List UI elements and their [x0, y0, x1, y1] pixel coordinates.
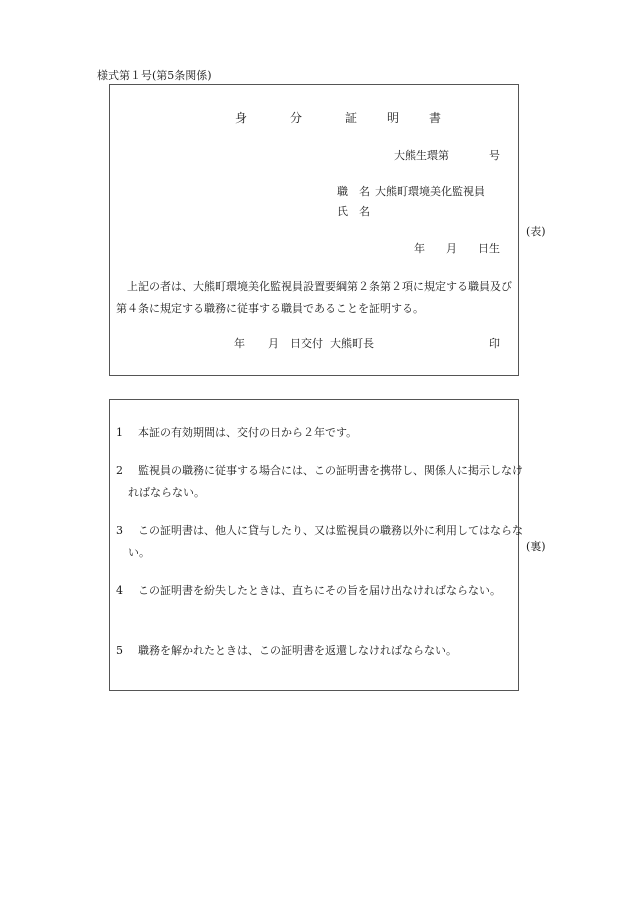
note-item	[116, 640, 528, 662]
note-number: 3	[116, 524, 123, 537]
note-text: この証明書を紛失したときは、直ちにその旨を届け出なければならない。	[138, 584, 501, 597]
seal-mark: 印	[489, 337, 500, 350]
note-item	[116, 580, 528, 602]
back-side-label: (裏)	[526, 540, 546, 553]
note-item	[116, 520, 528, 564]
job-label: 職 名	[337, 185, 370, 198]
note-text: この証明書は、他人に貸与したり、又は監視員の職務以外に利用してはならない。	[128, 524, 523, 559]
note-text: 監視員の職務に従事する場合には、この証明書を携帯し、関係人に掲示しなければならない。	[128, 464, 523, 499]
note-text: 本証の有効期間は、交付の日から２年です。	[138, 426, 358, 439]
number-prefix: 大熊生環第	[394, 149, 449, 162]
front-side-label: (表)	[526, 225, 546, 238]
job-value: 大熊町環境美化監視員	[375, 185, 485, 198]
title-char: 分	[290, 111, 303, 125]
issue-day: 日交付	[290, 337, 323, 350]
certification-text: 上記の者は、大熊町環境美化監視員設置要綱第２条第２項に規定する職員及び第４条に規定する職務に従事する職員であることを証明する。	[116, 280, 512, 315]
note-item	[116, 422, 528, 444]
note-number: 5	[116, 644, 123, 657]
title-char: 身	[235, 111, 248, 125]
job-title-row	[337, 183, 485, 199]
title-char: 証	[345, 111, 358, 125]
form-label: 様式第１号(第5条関係)	[97, 69, 212, 82]
number-suffix: 号	[489, 149, 500, 162]
title-char: 書	[429, 111, 442, 125]
certificate-front	[109, 84, 519, 376]
month-label: 月	[446, 242, 457, 255]
note-number: 2	[116, 464, 123, 477]
issue-month: 月	[268, 337, 279, 350]
note-number: 1	[116, 426, 123, 439]
note-number: 4	[116, 584, 123, 597]
certificate-back	[109, 399, 523, 691]
title-char: 明	[387, 111, 400, 125]
certificate-title	[235, 109, 449, 126]
name-row	[337, 203, 375, 219]
year-label: 年	[414, 242, 425, 255]
day-label: 日生	[478, 242, 500, 255]
issuer: 大熊町長	[330, 337, 374, 350]
name-label: 氏 名	[337, 205, 370, 218]
issue-year: 年	[234, 337, 245, 350]
note-item	[116, 460, 528, 504]
note-text: 職務を解かれたときは、この証明書を返還しなければならない。	[138, 644, 457, 657]
birth-date	[414, 240, 500, 256]
certificate-number	[394, 147, 500, 163]
issue-line	[234, 335, 374, 351]
